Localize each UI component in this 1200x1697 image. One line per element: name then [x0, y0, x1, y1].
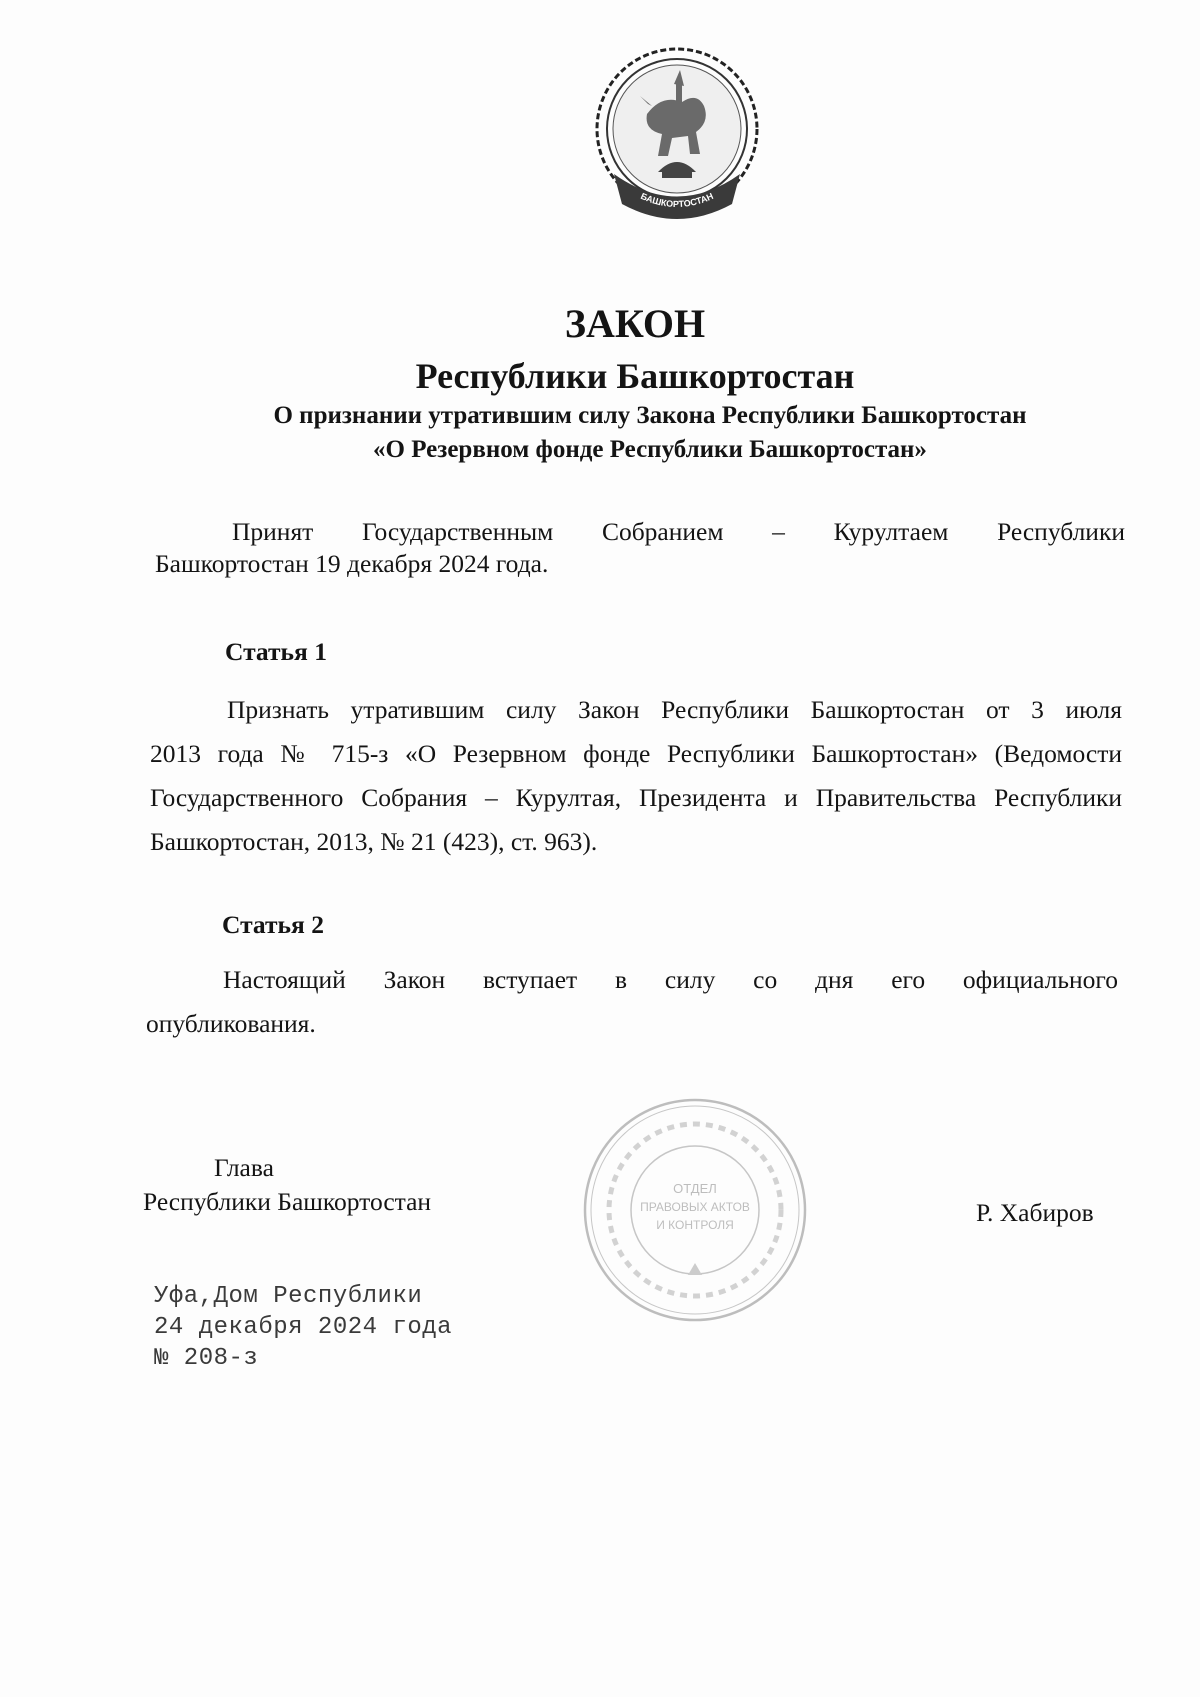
law-title: ЗАКОН	[564, 301, 706, 346]
coat-of-arms-emblem	[592, 44, 762, 234]
adoption-paragraph	[155, 516, 1125, 580]
article-2-body	[146, 958, 1118, 1046]
law-number: № 208-з	[154, 1345, 259, 1372]
article-2-first-line: Настоящий Закон вступает в силу со дня его официального	[223, 965, 1118, 994]
law-subject-line-2: «О Резервном фонде Республики Башкортостан»	[373, 436, 927, 463]
emblem-caption: БАШКОРТОСТАН	[639, 190, 715, 210]
signatory-republic: Республики Башкортостан	[143, 1187, 432, 1216]
law-republic-heading: Республики Башкортостан	[415, 356, 855, 396]
article-2-rest: опубликования.	[146, 1009, 316, 1038]
article-2-heading: Статья 2	[222, 910, 324, 939]
article-1-body	[150, 688, 1122, 864]
signing-place: Уфа,Дом Республики	[154, 1283, 423, 1310]
article-1-first-line: Признать утратившим силу Закон Республики Башкортостан от 3 июля	[227, 695, 1122, 724]
signatory-name: Р. Хабиров	[976, 1198, 1094, 1227]
signatory-title: Глава	[214, 1153, 274, 1182]
stamp-line-1: ОТДЕЛ	[673, 1181, 717, 1196]
law-subject-line-1: О признании утратившим силу Закона Республики Башкортостан	[273, 402, 1027, 429]
stamp-line-2: ПРАВОВЫХ АКТОВ	[640, 1200, 750, 1214]
official-seal-stamp	[580, 1095, 810, 1325]
stamp-line-3: И КОНТРОЛЯ	[656, 1218, 734, 1232]
article-1-rest: 2013 года № 715-з «О Резервном фонде Республики Башкортостан» (Ведомости Государственного Собрания – Курултая, Президента и Правительства Республики Башкортостан, 2013, № 21 (423), ст. 963).	[150, 739, 1122, 856]
adoption-line-1: Принят Государственным Собранием – Курултаем Республики	[232, 517, 1125, 546]
article-1-heading: Статья 1	[225, 637, 327, 666]
signing-date: 24 декабря 2024 года	[154, 1314, 453, 1341]
adoption-line-2: Башкортостан 19 декабря 2024 года.	[155, 549, 549, 578]
